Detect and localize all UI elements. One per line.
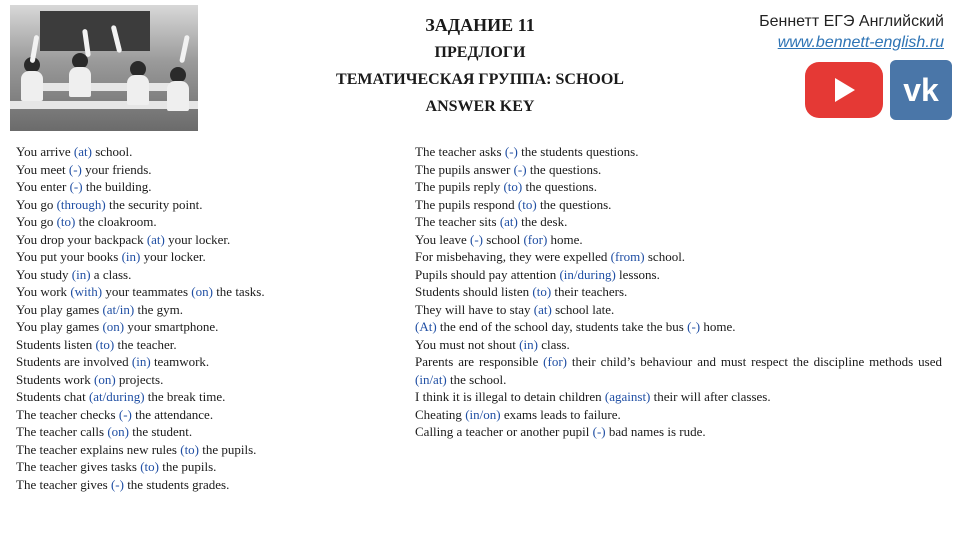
sentence-text: school late.: [551, 301, 615, 317]
sentence-text: their teachers.: [551, 284, 628, 299]
sentence-text: The pupils answer: [415, 161, 514, 177]
sentence-line: [16, 161, 386, 179]
sentence-text: lessons.: [615, 266, 660, 282]
sentence-text: the questions.: [526, 161, 602, 177]
preposition-answer: (to): [532, 284, 552, 299]
sentence-text: the pupils.: [158, 459, 217, 474]
sentence-text: You play games: [16, 301, 103, 317]
brand-block: [759, 12, 944, 54]
sentence-text: projects.: [115, 371, 164, 387]
sentence-text: the end of the school day, students take the bus: [436, 319, 688, 334]
raised-hand: [179, 35, 190, 63]
sentence-text: your smartphone.: [124, 319, 219, 334]
sentence-line: [16, 336, 386, 354]
answers-right-column: [415, 143, 942, 441]
sentence-text: home.: [547, 231, 583, 247]
preposition-answer: (-): [592, 424, 606, 439]
sentence-line: [16, 248, 386, 266]
vk-icon[interactable]: [890, 60, 952, 120]
preposition-answer: (-): [687, 319, 701, 334]
sentence-text: school: [483, 231, 524, 247]
sentence-text: your friends.: [81, 161, 152, 177]
sentence-text: bad names is rude.: [605, 424, 706, 439]
sentence-line: [16, 371, 386, 389]
sentence-line: [16, 213, 386, 231]
sentence-line: [415, 423, 942, 441]
preposition-answer: (-): [69, 179, 83, 194]
sentence-text: The teacher checks: [16, 406, 119, 422]
sentence-text: teamwork.: [150, 354, 210, 369]
sentence-text: The pupils respond: [415, 196, 518, 212]
preposition-answer: (at): [73, 144, 92, 159]
sentence-text: You study: [16, 266, 72, 282]
sentence-text: the student.: [128, 424, 193, 439]
preposition-answer: (to): [503, 179, 523, 194]
preposition-answer: (at): [146, 231, 165, 247]
sentence-text: your locker.: [140, 249, 206, 264]
sentence-text: class.: [537, 336, 570, 352]
sentence-line: [415, 266, 942, 284]
sentence-text: the security point.: [105, 196, 203, 212]
student-body: [69, 67, 91, 97]
preposition-answer: (on): [94, 371, 116, 387]
play-icon: [835, 78, 855, 102]
sentence-text: exams leads to failure.: [500, 406, 621, 422]
sentence-text: You go: [16, 214, 57, 229]
brand-name: Беннетт ЕГЭ Английский: [759, 13, 944, 30]
preposition-answer: (-): [118, 406, 132, 422]
preposition-answer: (to): [517, 196, 537, 212]
sentence-text: the gym.: [134, 301, 183, 317]
sentence-line: [16, 283, 386, 301]
preposition-answer: (in): [121, 249, 141, 264]
preposition-answer: (for): [523, 231, 548, 247]
preposition-answer: (on): [107, 424, 129, 439]
vk-logo-text: vk: [903, 72, 939, 108]
sentence-line: [16, 423, 386, 441]
sentence-text: You enter: [16, 179, 70, 194]
desk-row: [30, 83, 180, 91]
preposition-answer: (-): [68, 161, 82, 177]
sentence-text: Students listen: [16, 336, 96, 352]
sentence-text: the cloakroom.: [75, 214, 157, 229]
sentence-text: You put your books: [16, 249, 122, 264]
sentence-text: You arrive: [16, 144, 74, 159]
sentence-text: the attendance.: [131, 406, 214, 422]
sentence-line: [16, 266, 386, 284]
sentence-line: [16, 301, 386, 319]
sentence-line: [415, 196, 942, 214]
preposition-answer: (in): [71, 266, 91, 282]
preposition-answer: (to): [56, 214, 76, 229]
sentence-text: the teacher.: [114, 336, 177, 352]
sentence-text: You work: [16, 284, 71, 299]
student-body: [21, 71, 43, 101]
sentence-line: [16, 318, 386, 336]
sentence-line: [16, 388, 386, 406]
preposition-answer: (in/at): [415, 371, 447, 387]
sentence-line: [415, 336, 942, 354]
sentence-line: [16, 353, 386, 371]
sentence-text: home.: [700, 319, 736, 334]
sentence-text: For misbehaving, they were expelled: [415, 249, 611, 264]
preposition-answer: (to): [140, 459, 159, 474]
sentence-text: the school.: [446, 371, 507, 387]
sentence-line: [415, 318, 942, 336]
sentence-text: They will have to stay: [415, 301, 534, 317]
sentence-line: [16, 441, 386, 459]
sentence-text: Students work: [16, 371, 94, 387]
student-body: [167, 81, 189, 111]
preposition-answer: (in/on): [465, 406, 501, 422]
sentence-line: [16, 476, 386, 494]
website-link[interactable]: www.bennett-english.ru: [777, 34, 944, 51]
sentence-text: school.: [644, 249, 686, 264]
youtube-icon[interactable]: [805, 62, 883, 118]
chalkboard: [40, 11, 150, 51]
sentence-text: the students grades.: [123, 476, 230, 492]
sentence-text: You meet: [16, 161, 69, 177]
sentence-line: [16, 196, 386, 214]
sentence-text: your teammates: [102, 284, 192, 299]
sentence-line: [16, 143, 386, 161]
preposition-answer: (on): [191, 284, 213, 299]
sentence-text: The pupils reply: [415, 179, 504, 194]
sentence-text: You play games: [16, 319, 103, 334]
sentence-line: [16, 231, 386, 249]
task-title: ЗАДАНИЕ 11: [425, 15, 535, 35]
sentence-text: Students should listen: [415, 284, 533, 299]
sentence-line: [415, 388, 942, 406]
preposition-answer: (at/in): [102, 301, 135, 317]
sentence-text: I think it is illegal to detain children: [415, 389, 605, 404]
sentence-line: [415, 143, 942, 161]
sentence-text: Cheating: [415, 406, 466, 422]
sentence-text: the questions.: [522, 179, 597, 194]
sentence-line: [16, 458, 386, 476]
sentence-text: your locker.: [164, 231, 231, 247]
preposition-answer: (at): [533, 301, 552, 317]
sentence-line: [415, 161, 942, 179]
sentence-text: You drop your backpack: [16, 231, 147, 247]
sentence-text: Calling a teacher or another pupil: [415, 424, 593, 439]
task-subtitle: ПРЕДЛОГИ: [434, 44, 526, 61]
preposition-answer: (-): [110, 476, 124, 492]
task-group: ТЕМАТИЧЕСКАЯ ГРУППА: SCHOOL: [336, 71, 624, 88]
preposition-answer: (for): [543, 354, 567, 369]
sentence-text: The teacher asks: [415, 144, 505, 159]
preposition-answer: (to): [180, 441, 200, 457]
classroom-photo: [10, 5, 198, 131]
sentence-line: [415, 301, 942, 319]
sentence-line: [415, 283, 942, 301]
sentence-text: the questions.: [536, 196, 612, 212]
sentence-text: You leave: [415, 231, 471, 247]
sentence-line: [415, 248, 942, 266]
preposition-answer: (-): [504, 144, 518, 159]
sentence-text: a class.: [90, 266, 132, 282]
sentence-text: the break time.: [144, 389, 226, 404]
preposition-answer: (against): [604, 389, 651, 404]
sentence-text: The teacher calls: [16, 424, 108, 439]
sentence-text: The teacher explains new rules: [16, 441, 181, 457]
preposition-answer: (-): [470, 231, 484, 247]
preposition-answer: (in): [131, 354, 151, 369]
preposition-answer: (in): [519, 336, 538, 352]
student-body: [127, 75, 149, 105]
sentence-text: Parents are responsible: [415, 354, 544, 369]
answers-left-column: [16, 143, 386, 493]
task-header: [300, 12, 660, 120]
sentence-text: The teacher sits: [415, 214, 500, 229]
sentence-text: the pupils.: [199, 441, 257, 457]
sentence-text: the building.: [82, 179, 152, 194]
sentence-line: [415, 213, 942, 231]
sentence-text: Pupils should pay attention: [415, 266, 560, 282]
sentence-text: The teacher gives: [16, 476, 111, 492]
sentence-line: [415, 406, 942, 424]
preposition-answer: (with): [70, 284, 103, 299]
sentence-line: [16, 406, 386, 424]
answer-key-heading: ANSWER KEY: [425, 98, 535, 115]
sentence-text: The teacher gives tasks: [16, 459, 141, 474]
sentence-text: Students are involved: [16, 354, 132, 369]
preposition-answer: (in/during): [559, 266, 616, 282]
preposition-answer: (from): [610, 249, 645, 264]
preposition-answer: (At): [415, 319, 437, 334]
sentence-text: school.: [91, 144, 133, 159]
sentence-text: the students questions.: [517, 144, 639, 159]
sentence-line: [415, 231, 942, 249]
preposition-answer: (through): [56, 196, 106, 212]
preposition-answer: (to): [95, 336, 115, 352]
sentence-text: Students chat: [16, 389, 89, 404]
sentence-line: [16, 178, 386, 196]
preposition-answer: (at): [499, 214, 518, 229]
sentence-line: [415, 178, 942, 196]
sentence-text: their child’s behaviour and must respect the discipline methods used: [566, 354, 942, 369]
sentence-line: [415, 353, 942, 388]
sentence-text: You must not shout: [415, 336, 520, 352]
preposition-answer: (at/during): [88, 389, 145, 404]
sentence-text: their will after classes.: [650, 389, 771, 404]
sentence-text: the tasks.: [212, 284, 265, 299]
preposition-answer: (-): [513, 161, 527, 177]
sentence-text: the desk.: [517, 214, 568, 229]
preposition-answer: (on): [102, 319, 125, 334]
sentence-text: You go: [16, 196, 57, 212]
